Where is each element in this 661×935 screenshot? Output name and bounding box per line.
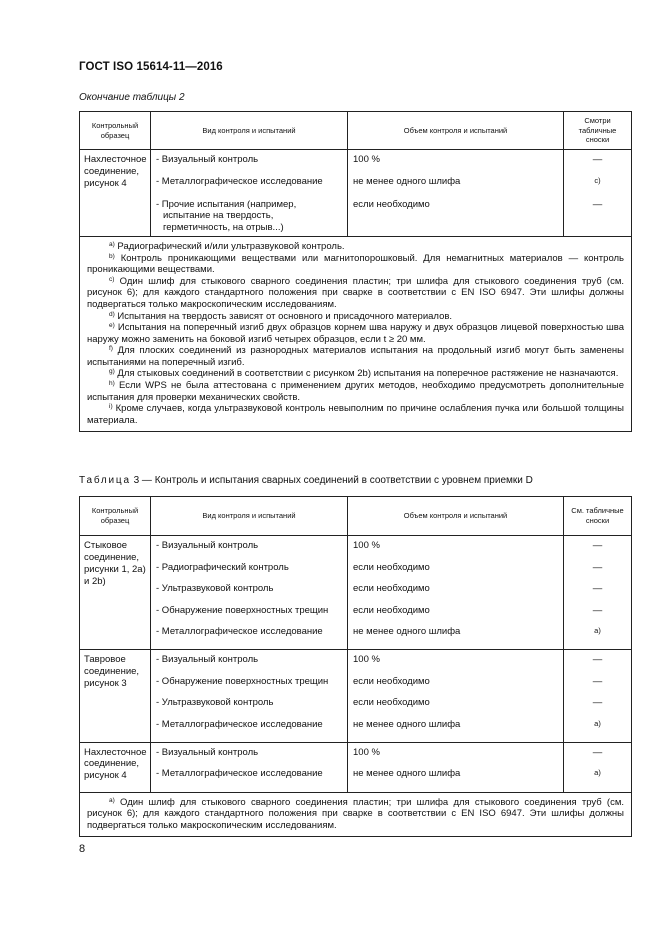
table-row-ref: —	[592, 697, 603, 708]
table-row-kind: - Визуальный контроль	[156, 654, 259, 665]
table3-header-refs: См. табличные сноски	[564, 497, 632, 536]
table-row-ref: c)	[594, 175, 601, 185]
table2-header-row	[80, 112, 632, 150]
table3-sample-cell: Нахлесточное соединение, рисунок 4	[80, 742, 151, 792]
table2-refs-cell	[564, 150, 632, 237]
table3-kind-cell	[151, 742, 348, 792]
table-row-ref: —	[592, 154, 603, 165]
table-row-kind: - Ультразвуковой контроль	[156, 697, 274, 708]
footnote: $^{b)}$ Контроль проникающими веществами или магнитопорошковый. Для немагнитных материалов — контроль проникающими веществами.	[87, 252, 625, 276]
table-row-kind: - Радиографический контроль	[156, 561, 289, 573]
table-row-volume: не менее одного шлифа	[353, 626, 461, 637]
footnote: $^{d)}$ Испытания на твердость зависят от основного и присадочного материалов.	[109, 310, 453, 322]
footnote: $^{a)}$ Один шлиф для стыкового сварного соединения пластин; три шлифа для стыкового соединения труб (см. рисунок 6); для каждого стандартного положения при сварке в соответствии с EN ISO 6947. Эти шлифы должны подвергаться только макроскопическим исследованиям.	[87, 796, 625, 831]
table3-refs-cell	[564, 536, 632, 650]
table-row-ref: —	[592, 604, 603, 616]
table2-header-kind: Вид контроля и испытаний	[151, 112, 348, 150]
table-row-kind: - Обнаружение поверхностных трещин	[156, 604, 329, 616]
table-row-kind: - Прочие испытания (например, испытание на твердость, герметичность, на отрыв...)	[156, 198, 297, 234]
footnote: $^{a)}$ Радиографический и/или ультразвуковой контроль.	[109, 241, 345, 253]
table-row-kind: - Визуальный контроль	[156, 154, 259, 165]
table2-header-sample: Контрольный образец	[80, 112, 151, 150]
table-row-volume: 100 %	[353, 540, 380, 551]
table3-sample-cell: Тавровое соединение, рисунок 3	[80, 650, 151, 743]
table-row-kind: - Металлографическое исследование	[156, 718, 323, 730]
footnote: $^{g)}$ Для стыковых соединений в соответствии с рисунком 2b) испытания на поперечное растяжение не назначаются.	[109, 368, 619, 380]
footnote: $^{e)}$ Испытания на поперечный изгиб двух образцов корнем шва наружу и двух образцов лицевой поверхностью шва наружу можно заменить на боковой изгиб четырех образцов, если t ≥ 20 мм.	[87, 322, 625, 345]
table3	[79, 496, 632, 837]
table-row-volume: не менее одного шлифа	[353, 768, 461, 779]
table3-caption-text: 3 — Контроль и испытания сварных соединений в соответствии с уровнем приемки D	[133, 475, 533, 486]
table-row-volume: 100 %	[353, 154, 380, 165]
footnote: $^{h)}$ Если WPS не была аттестована с применением других методов, необходимо предусмотреть дополнительные испытания для проверки механических свойств.	[87, 380, 625, 403]
table-row-ref: —	[592, 654, 603, 665]
table3-sample-cell: Стыковое соединение, рисунки 1, 2а) и 2b)	[80, 536, 151, 650]
table-row-ref: —	[592, 540, 603, 551]
table3-kind-cell	[151, 650, 348, 743]
table-row-volume: 100 %	[353, 746, 380, 758]
table3-group-butt	[80, 536, 632, 650]
table-row-volume: если необходимо	[353, 697, 430, 708]
table-row-kind: - Металлографическое исследование	[156, 175, 323, 187]
table2-footnotes	[80, 237, 632, 432]
table2-header-refs: Смотри табличные сноски	[564, 112, 632, 150]
document-code: ГОСТ ISO 15614-11—2016	[79, 61, 223, 73]
table-row-volume: если необходимо	[353, 198, 430, 210]
table3-footnotes	[80, 792, 632, 837]
table3-header-sample: Контрольный образец	[80, 497, 151, 536]
table-row-kind: - Металлографическое исследование	[156, 768, 323, 779]
table-row-kind: - Ультразвуковой контроль	[156, 583, 274, 594]
table3-header-volume: Объем контроля и испытаний	[348, 497, 564, 536]
table-row-ref: —	[592, 198, 603, 210]
footnote: $^{c)}$ Один шлиф для стыкового сварного соединения пластин; три шлифа для стыкового соединения труб (см. рисунок 6); для каждого стандартного положения при сварке в соответствии с EN ISO 6947. Эти шлифы должны подвергаться только макроскопическим исследованиям.	[87, 275, 624, 311]
table3-volume-cell	[348, 742, 564, 792]
table-row-kind: - Визуальный контроль	[156, 746, 259, 758]
table3-volume-cell	[348, 536, 564, 650]
table-row-volume: если необходимо	[353, 583, 430, 594]
table3-caption	[79, 475, 533, 486]
table-row-ref: a)	[594, 718, 601, 728]
table-row-volume: 100 %	[353, 654, 380, 665]
table2	[79, 111, 632, 432]
table2-caption: Окончание таблицы 2	[79, 92, 185, 103]
table2-body-row	[80, 150, 632, 237]
table-row-kind: - Визуальный контроль	[156, 540, 259, 551]
table3-refs-cell	[564, 650, 632, 743]
table3-footnotes-row	[80, 792, 632, 837]
table-row-ref: —	[592, 746, 603, 758]
page-number: 8	[79, 843, 86, 855]
table-row-ref: —	[592, 561, 603, 573]
table2-kind-cell	[151, 150, 348, 237]
table3-caption-label: Таблица	[79, 475, 131, 486]
table-row-ref: —	[592, 675, 603, 687]
table3-header-row	[80, 497, 632, 536]
table3-kind-cell	[151, 536, 348, 650]
table-row-kind: - Обнаружение поверхностных трещин	[156, 675, 329, 687]
table2-sample-cell: Нахлесточное соединение, рисунок 4	[80, 150, 151, 237]
footnote: $^{i)}$ Кроме случаев, когда ультразвуковой контроль невыполним по причине ослабления пучка или большой толщины материала.	[87, 403, 625, 426]
table-row-volume: если необходимо	[353, 561, 430, 573]
table2-footnotes-row	[80, 237, 632, 432]
table3-volume-cell	[348, 650, 564, 743]
table2-volume-cell	[348, 150, 564, 237]
table-row-volume: если необходимо	[353, 675, 430, 687]
table-row-volume: не менее одного шлифа	[353, 718, 461, 730]
table3-refs-cell	[564, 742, 632, 792]
table3-group-tee	[80, 650, 632, 743]
table-row-ref: a)	[594, 768, 601, 777]
footnote: $^{f)}$ Для плоских соединений из разнородных материалов испытания на продольный изгиб могут быть заменены испытаниями на поперечный изгиб.	[87, 345, 624, 368]
table3-header-kind: Вид контроля и испытаний	[151, 497, 348, 536]
table-row-volume: не менее одного шлифа	[353, 175, 461, 187]
table3-group-lap	[80, 742, 632, 792]
table2-header-volume: Объем контроля и испытаний	[348, 112, 564, 150]
table-row-ref: a)	[594, 626, 601, 635]
table-row-volume: если необходимо	[353, 604, 430, 616]
table-row-ref: —	[592, 583, 603, 594]
table-row-kind: - Металлографическое исследование	[156, 626, 323, 637]
